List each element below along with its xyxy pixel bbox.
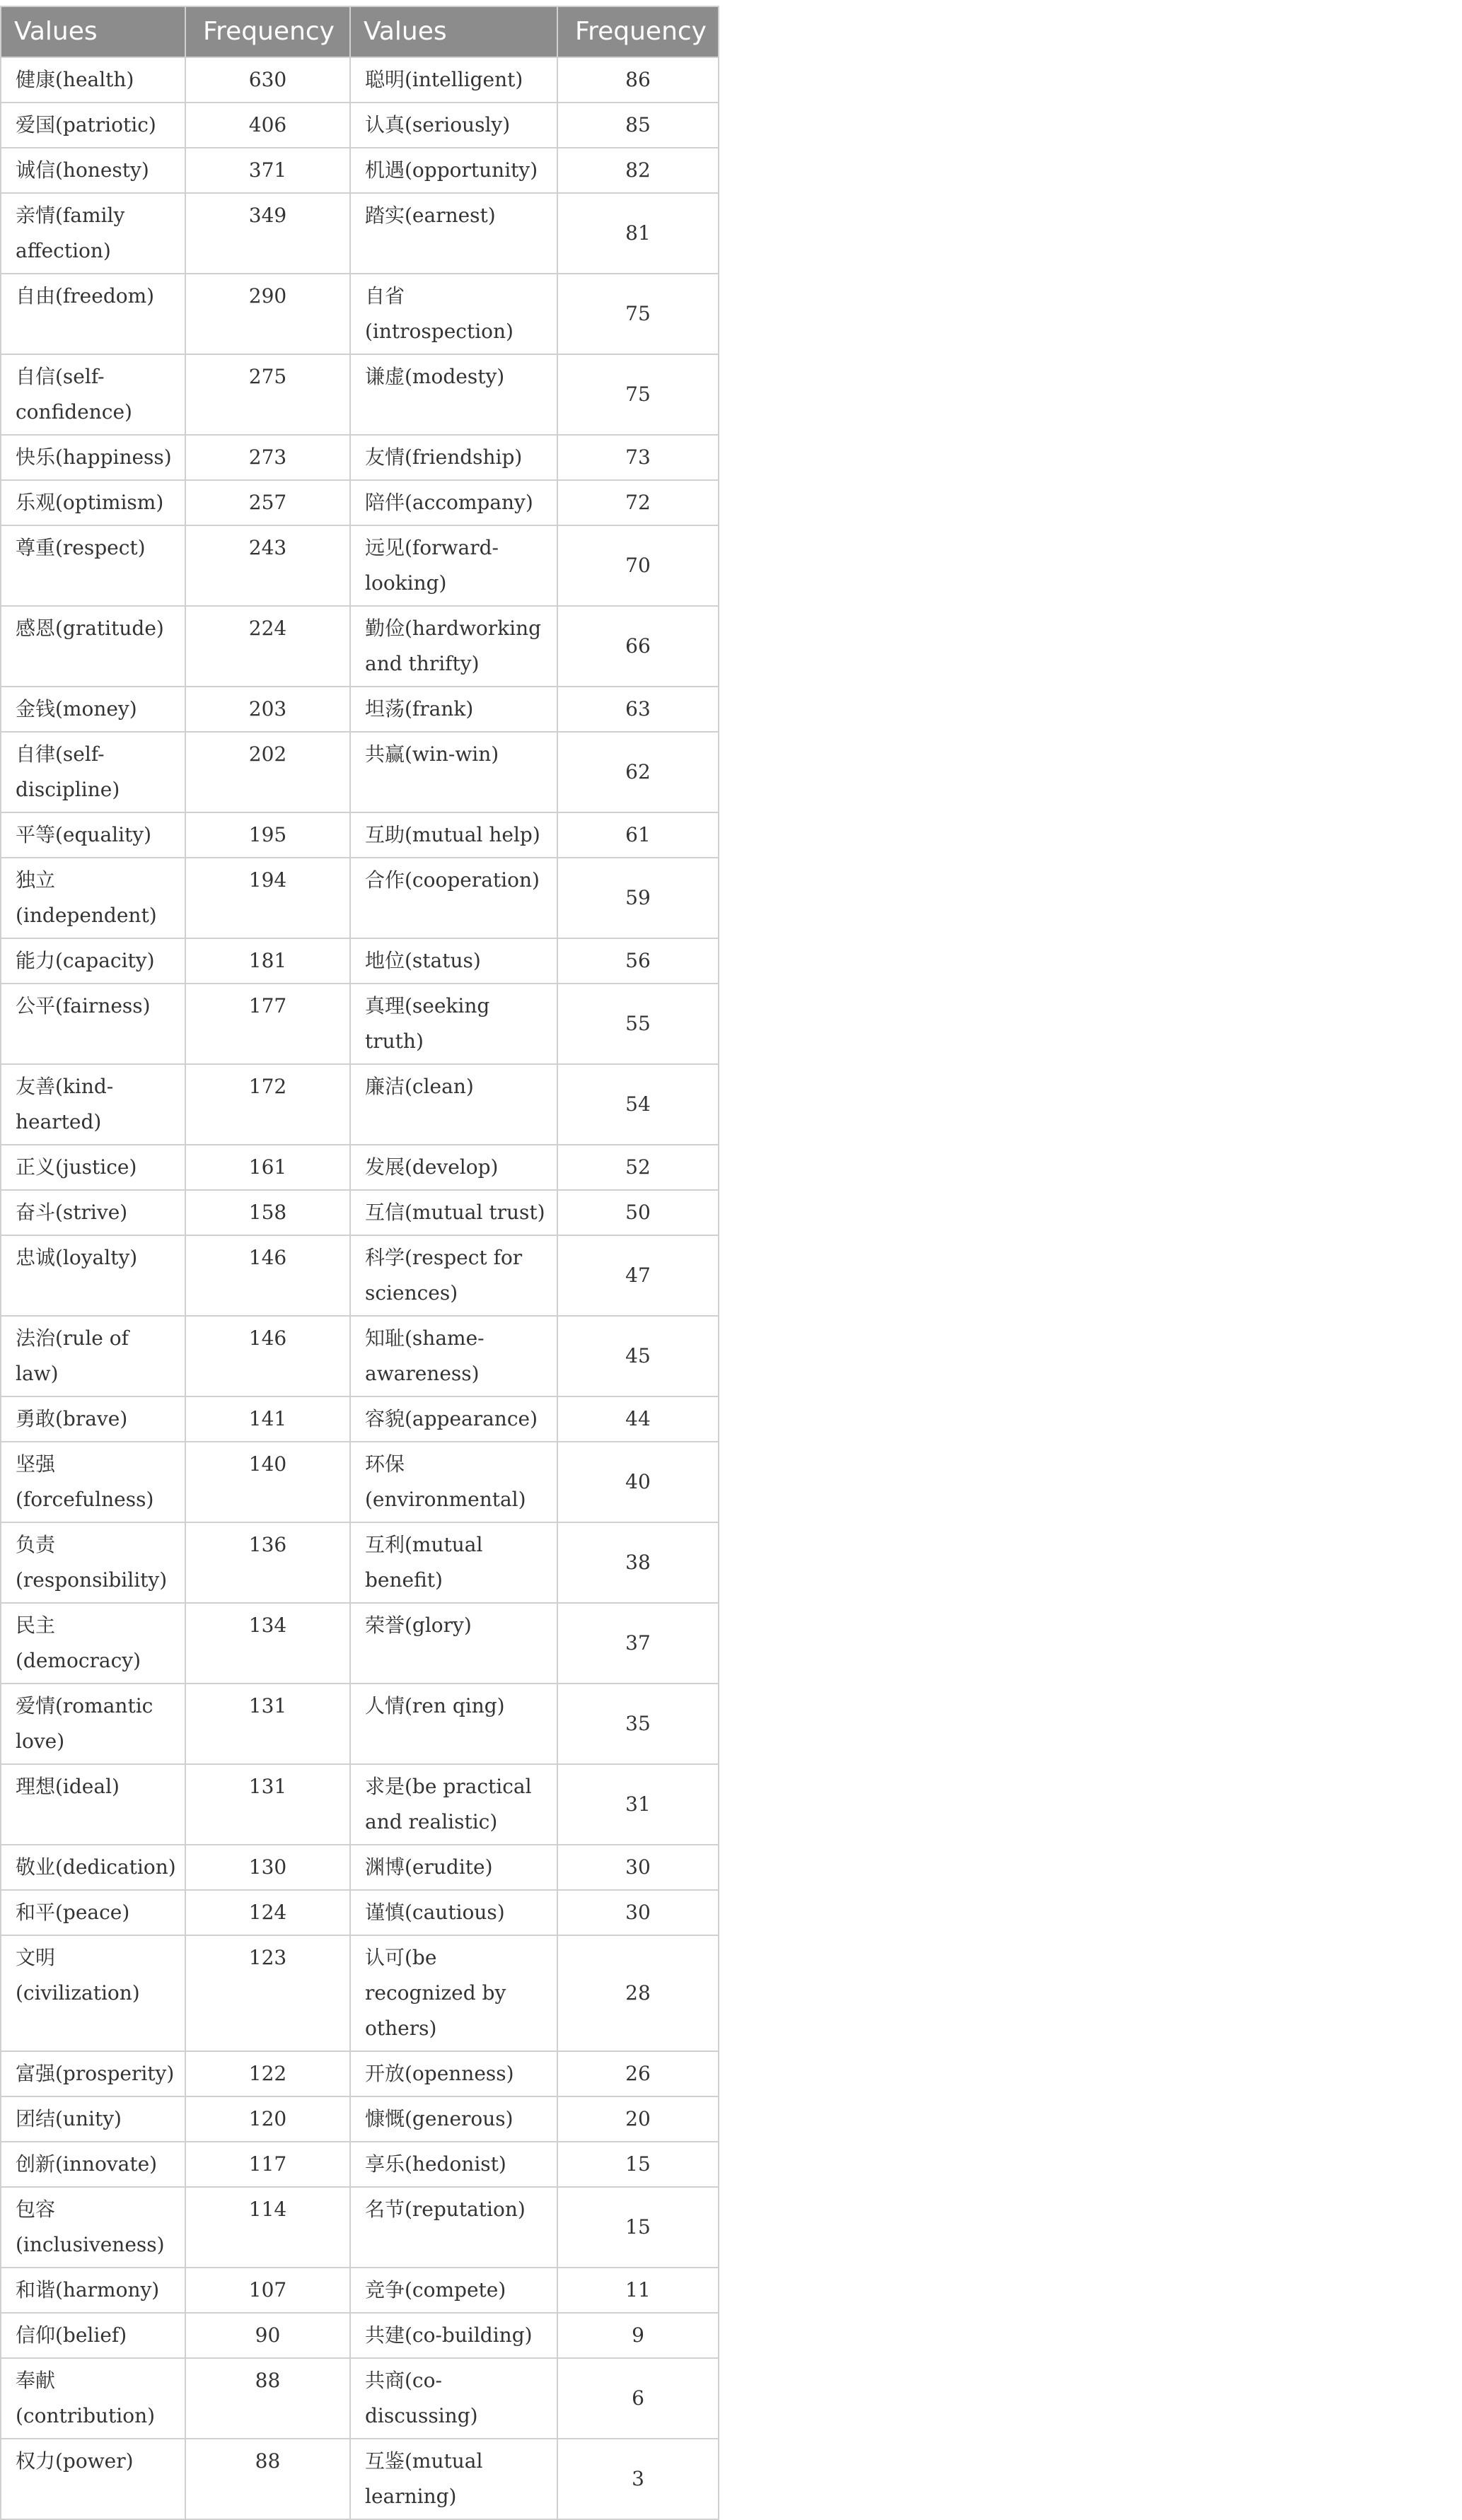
- value-cell-right: 享乐(hedonist): [350, 2142, 557, 2187]
- table-row: [1, 1684, 719, 1764]
- frequency-cell-right: 31: [557, 1764, 719, 1845]
- value-cell-right: 自省(introspection): [350, 274, 557, 354]
- table-row: [1, 1396, 719, 1442]
- frequency-cell-right: 52: [557, 1145, 719, 1190]
- frequency-cell-right: 20: [557, 2096, 719, 2142]
- frequency-cell-right: 44: [557, 1396, 719, 1442]
- table-row: [1, 1442, 719, 1522]
- value-cell-right: 谦虚(modesty): [350, 354, 557, 435]
- value-cell-right: 地位(status): [350, 938, 557, 984]
- frequency-cell-left: 224: [185, 606, 350, 687]
- table-row: [1, 2051, 719, 2096]
- frequency-cell-left: 117: [185, 2142, 350, 2187]
- frequency-cell-left: 123: [185, 1935, 350, 2051]
- value-cell-left: 权力(power): [1, 2439, 185, 2519]
- value-cell-left: 爱情(romantic love): [1, 1684, 185, 1764]
- frequency-cell-left: 158: [185, 1190, 350, 1235]
- frequency-cell-left: 140: [185, 1442, 350, 1522]
- value-cell-right: 认真(seriously): [350, 103, 557, 148]
- header-frequency-2: Frequency: [557, 6, 719, 57]
- value-cell-right: 慷慨(generous): [350, 2096, 557, 2142]
- value-cell-right: 荣誉(glory): [350, 1603, 557, 1684]
- table-row: [1, 1145, 719, 1190]
- table-row: [1, 193, 719, 274]
- frequency-cell-right: 70: [557, 525, 719, 606]
- table-row: [1, 1935, 719, 2051]
- frequency-cell-left: 194: [185, 858, 350, 938]
- frequency-cell-left: 124: [185, 1890, 350, 1935]
- value-cell-left: 奋斗(strive): [1, 1190, 185, 1235]
- frequency-cell-right: 61: [557, 812, 719, 858]
- value-cell-right: 认可(be recognized by others): [350, 1935, 557, 2051]
- table-row: [1, 435, 719, 480]
- frequency-cell-left: 134: [185, 1603, 350, 1684]
- frequency-cell-right: 50: [557, 1190, 719, 1235]
- value-cell-left: 和谐(harmony): [1, 2268, 185, 2313]
- frequency-cell-left: 275: [185, 354, 350, 435]
- frequency-cell-right: 55: [557, 984, 719, 1064]
- frequency-cell-right: 86: [557, 57, 719, 103]
- frequency-cell-right: 30: [557, 1845, 719, 1890]
- value-cell-left: 忠诚(loyalty): [1, 1235, 185, 1316]
- value-cell-left: 文明(civilization): [1, 1935, 185, 2051]
- value-cell-left: 奉献(contribution): [1, 2358, 185, 2439]
- frequency-cell-right: 35: [557, 1684, 719, 1764]
- value-cell-left: 诚信(honesty): [1, 148, 185, 193]
- frequency-cell-right: 6: [557, 2358, 719, 2439]
- frequency-cell-left: 107: [185, 2268, 350, 2313]
- value-cell-left: 快乐(happiness): [1, 435, 185, 480]
- frequency-cell-left: 90: [185, 2313, 350, 2358]
- frequency-cell-right: 62: [557, 732, 719, 812]
- table-row: [1, 732, 719, 812]
- table-row: [1, 606, 719, 687]
- frequency-cell-left: 172: [185, 1064, 350, 1145]
- value-cell-left: 富强(prosperity): [1, 2051, 185, 2096]
- frequency-cell-left: 177: [185, 984, 350, 1064]
- value-cell-right: 合作(cooperation): [350, 858, 557, 938]
- frequency-cell-left: 203: [185, 687, 350, 732]
- header-values-1: Values: [1, 6, 185, 57]
- table-row: [1, 858, 719, 938]
- frequency-cell-right: 73: [557, 435, 719, 480]
- value-cell-right: 真理(seeking truth): [350, 984, 557, 1064]
- table-row: [1, 938, 719, 984]
- value-cell-right: 勤俭(hardworking and thrifty): [350, 606, 557, 687]
- table-row: [1, 2313, 719, 2358]
- table-row: [1, 1890, 719, 1935]
- value-cell-left: 尊重(respect): [1, 525, 185, 606]
- frequency-cell-left: 131: [185, 1684, 350, 1764]
- table-row: [1, 525, 719, 606]
- frequency-cell-left: 202: [185, 732, 350, 812]
- table-row: [1, 1064, 719, 1145]
- frequency-cell-left: 195: [185, 812, 350, 858]
- value-cell-left: 理想(ideal): [1, 1764, 185, 1845]
- frequency-cell-left: 120: [185, 2096, 350, 2142]
- value-cell-right: 容貌(appearance): [350, 1396, 557, 1442]
- header-values-2: Values: [350, 6, 557, 57]
- frequency-cell-right: 82: [557, 148, 719, 193]
- value-cell-left: 公平(fairness): [1, 984, 185, 1064]
- frequency-cell-left: 290: [185, 274, 350, 354]
- frequency-cell-right: 63: [557, 687, 719, 732]
- value-cell-right: 开放(openness): [350, 2051, 557, 2096]
- frequency-cell-left: 136: [185, 1522, 350, 1603]
- frequency-cell-right: 59: [557, 858, 719, 938]
- frequency-cell-right: 9: [557, 2313, 719, 2358]
- table-row: [1, 1190, 719, 1235]
- table-row: [1, 1522, 719, 1603]
- table-row: [1, 1845, 719, 1890]
- frequency-cell-right: 28: [557, 1935, 719, 2051]
- frequency-cell-right: 30: [557, 1890, 719, 1935]
- table-row: [1, 354, 719, 435]
- value-cell-right: 坦荡(frank): [350, 687, 557, 732]
- table-row: [1, 812, 719, 858]
- value-cell-right: 竞争(compete): [350, 2268, 557, 2313]
- value-cell-right: 友情(friendship): [350, 435, 557, 480]
- value-cell-left: 敬业(dedication): [1, 1845, 185, 1890]
- value-cell-left: 信仰(belief): [1, 2313, 185, 2358]
- value-cell-left: 法治(rule of law): [1, 1316, 185, 1396]
- frequency-cell-left: 257: [185, 480, 350, 525]
- value-cell-left: 能力(capacity): [1, 938, 185, 984]
- frequency-cell-left: 630: [185, 57, 350, 103]
- value-cell-right: 谨慎(cautious): [350, 1890, 557, 1935]
- value-cell-right: 聪明(intelligent): [350, 57, 557, 103]
- value-cell-left: 感恩(gratitude): [1, 606, 185, 687]
- frequency-cell-right: 26: [557, 2051, 719, 2096]
- frequency-cell-right: 37: [557, 1603, 719, 1684]
- header-frequency-1: Frequency: [185, 6, 350, 57]
- frequency-cell-left: 406: [185, 103, 350, 148]
- table-row: [1, 148, 719, 193]
- value-cell-left: 亲情(family affection): [1, 193, 185, 274]
- table-row: [1, 1316, 719, 1396]
- frequency-cell-right: 11: [557, 2268, 719, 2313]
- frequency-cell-left: 130: [185, 1845, 350, 1890]
- value-cell-left: 包容(inclusiveness): [1, 2187, 185, 2268]
- table-row: [1, 2142, 719, 2187]
- header-row: [1, 6, 719, 57]
- value-cell-left: 负责(responsibility): [1, 1522, 185, 1603]
- frequency-cell-left: 88: [185, 2358, 350, 2439]
- value-cell-right: 踏实(earnest): [350, 193, 557, 274]
- value-cell-right: 共建(co-building): [350, 2313, 557, 2358]
- table-row: [1, 274, 719, 354]
- frequency-cell-left: 273: [185, 435, 350, 480]
- value-cell-left: 和平(peace): [1, 1890, 185, 1935]
- frequency-cell-left: 181: [185, 938, 350, 984]
- frequency-cell-left: 146: [185, 1235, 350, 1316]
- value-cell-right: 陪伴(accompany): [350, 480, 557, 525]
- value-cell-left: 正义(justice): [1, 1145, 185, 1190]
- value-cell-right: 共商(co-discussing): [350, 2358, 557, 2439]
- value-cell-left: 爱国(patriotic): [1, 103, 185, 148]
- frequency-cell-left: 146: [185, 1316, 350, 1396]
- value-cell-left: 自律(self-discipline): [1, 732, 185, 812]
- value-cell-left: 健康(health): [1, 57, 185, 103]
- table-row: [1, 1603, 719, 1684]
- frequency-cell-right: 15: [557, 2187, 719, 2268]
- frequency-cell-right: 38: [557, 1522, 719, 1603]
- value-cell-left: 独立(independent): [1, 858, 185, 938]
- value-cell-left: 坚强(forcefulness): [1, 1442, 185, 1522]
- table-row: [1, 984, 719, 1064]
- value-cell-right: 人情(ren qing): [350, 1684, 557, 1764]
- table-row: [1, 103, 719, 148]
- frequency-cell-right: 54: [557, 1064, 719, 1145]
- value-cell-left: 民主(democracy): [1, 1603, 185, 1684]
- frequency-cell-left: 131: [185, 1764, 350, 1845]
- table-row: [1, 2268, 719, 2313]
- value-cell-right: 知耻(shame-awareness): [350, 1316, 557, 1396]
- frequency-cell-left: 141: [185, 1396, 350, 1442]
- table-row: [1, 687, 719, 732]
- table-row: [1, 1764, 719, 1845]
- frequency-cell-right: 40: [557, 1442, 719, 1522]
- value-cell-right: 廉洁(clean): [350, 1064, 557, 1145]
- value-cell-left: 自信(self-confidence): [1, 354, 185, 435]
- frequency-cell-right: 75: [557, 354, 719, 435]
- table-row: [1, 2358, 719, 2439]
- table-row: [1, 57, 719, 103]
- value-cell-left: 友善(kind-hearted): [1, 1064, 185, 1145]
- value-cell-right: 互信(mutual trust): [350, 1190, 557, 1235]
- values-frequency-table: [0, 6, 719, 2520]
- frequency-cell-left: 88: [185, 2439, 350, 2519]
- frequency-cell-right: 75: [557, 274, 719, 354]
- value-cell-left: 乐观(optimism): [1, 480, 185, 525]
- value-cell-left: 自由(freedom): [1, 274, 185, 354]
- table-row: [1, 2096, 719, 2142]
- table-body: [1, 57, 719, 2519]
- value-cell-right: 远见(forward-looking): [350, 525, 557, 606]
- frequency-cell-left: 114: [185, 2187, 350, 2268]
- value-cell-right: 互利(mutual benefit): [350, 1522, 557, 1603]
- frequency-cell-right: 56: [557, 938, 719, 984]
- table-row: [1, 480, 719, 525]
- frequency-cell-right: 45: [557, 1316, 719, 1396]
- frequency-cell-right: 3: [557, 2439, 719, 2519]
- value-cell-left: 勇敢(brave): [1, 1396, 185, 1442]
- value-cell-left: 平等(equality): [1, 812, 185, 858]
- table-row: [1, 2187, 719, 2268]
- frequency-cell-left: 122: [185, 2051, 350, 2096]
- value-cell-left: 创新(innovate): [1, 2142, 185, 2187]
- frequency-cell-right: 85: [557, 103, 719, 148]
- frequency-cell-left: 371: [185, 148, 350, 193]
- value-cell-right: 共赢(win-win): [350, 732, 557, 812]
- frequency-cell-left: 349: [185, 193, 350, 274]
- value-cell-right: 互鉴(mutual learning): [350, 2439, 557, 2519]
- value-cell-right: 渊博(erudite): [350, 1845, 557, 1890]
- value-cell-right: 发展(develop): [350, 1145, 557, 1190]
- table-row: [1, 1235, 719, 1316]
- table-row: [1, 2439, 719, 2519]
- value-cell-right: 名节(reputation): [350, 2187, 557, 2268]
- value-cell-right: 机遇(opportunity): [350, 148, 557, 193]
- value-cell-left: 金钱(money): [1, 687, 185, 732]
- frequency-cell-left: 161: [185, 1145, 350, 1190]
- value-cell-right: 求是(be practical and realistic): [350, 1764, 557, 1845]
- value-cell-right: 互助(mutual help): [350, 812, 557, 858]
- frequency-cell-right: 66: [557, 606, 719, 687]
- frequency-cell-left: 243: [185, 525, 350, 606]
- value-cell-right: 环保(environmental): [350, 1442, 557, 1522]
- value-cell-left: 团结(unity): [1, 2096, 185, 2142]
- frequency-cell-right: 81: [557, 193, 719, 274]
- value-cell-right: 科学(respect for sciences): [350, 1235, 557, 1316]
- frequency-cell-right: 72: [557, 480, 719, 525]
- frequency-cell-right: 47: [557, 1235, 719, 1316]
- frequency-cell-right: 15: [557, 2142, 719, 2187]
